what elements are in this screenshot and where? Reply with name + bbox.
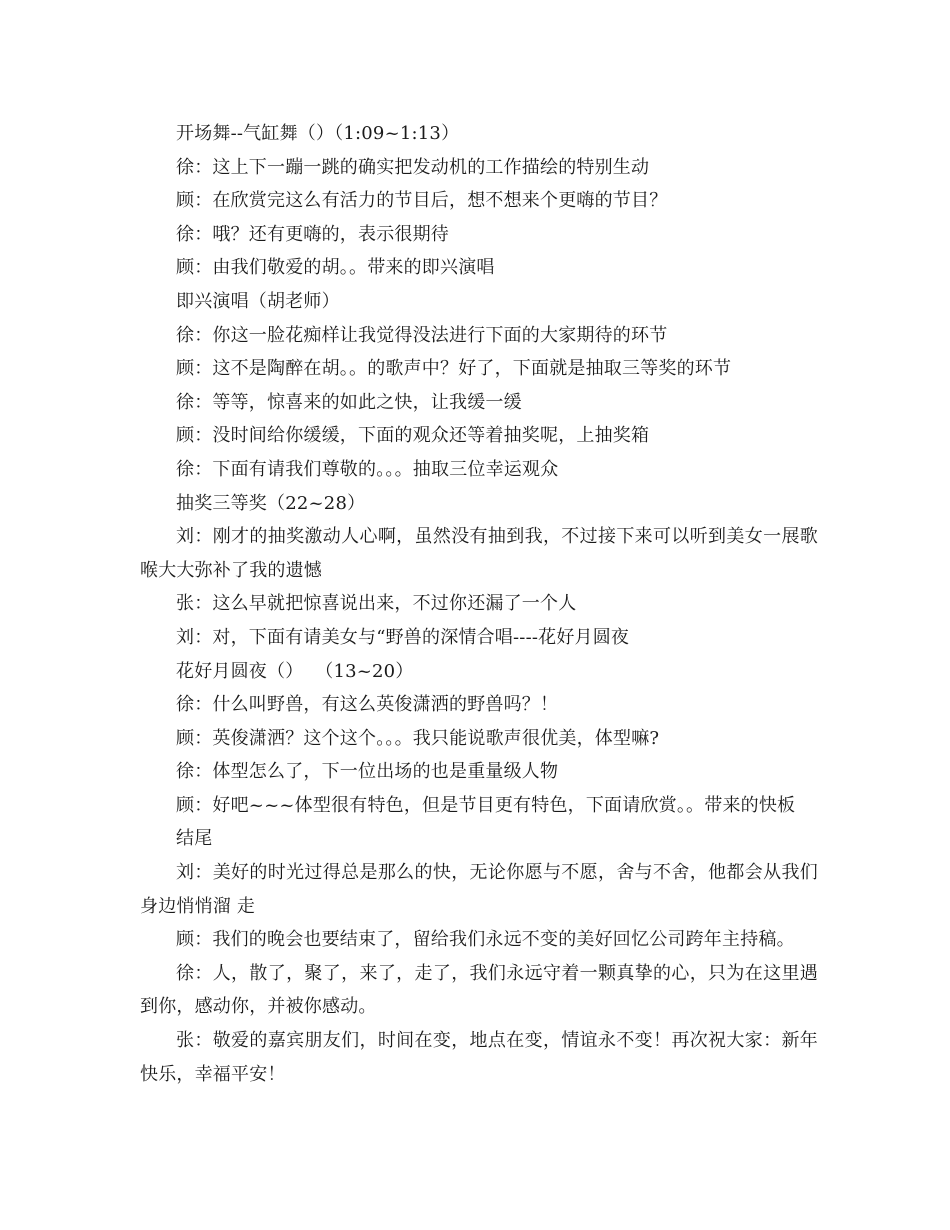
dialogue-line: 顾：我们的晚会也要结束了，留给我们永远不变的美好回忆公司跨年主持稿。 (176, 929, 795, 951)
dialogue-line: 刘：对，下面有请美女与“野兽的深情合唱----花好月圆夜 (176, 626, 630, 648)
dialogue-line: 徐：这上下一蹦一跳的确实把发动机的工作描绘的特别生动 (176, 156, 650, 178)
program-item-line: 抽奖三等奖（22~28） (176, 492, 366, 514)
dialogue-line: 徐：什么叫野兽，有这么英俊潇洒的野兽吗？！ (176, 694, 559, 716)
opening-dance-line: 开场舞--气缸舞（）（1:09~1:13） (176, 123, 460, 144)
dialogue-line: 徐：等等，惊喜来的如此之快，让我缓一缓 (176, 391, 522, 413)
dialogue-line: 顾：没时间给你缓缓，下面的观众还等着抽奖呢，上抽奖箱 (176, 425, 650, 447)
dialogue-line: 徐：哦？还有更嗨的，表示很期待 (176, 223, 449, 245)
dialogue-line: 顾：这不是陶醉在胡。。的歌声中？好了，下面就是抽取三等奖的环节 (176, 358, 732, 380)
dialogue-line: 刘：美好的时光过得总是那么的快，无论你愿与不愿，舍与不舍，他都会从我们身边悄悄溜 走 (140, 862, 818, 917)
dialogue-line: 顾：由我们敬爱的胡。。带来的即兴演唱 (176, 257, 495, 279)
dialogue-line: 张：这么早就把惊喜说出来，不过你还漏了一个人 (176, 593, 577, 615)
dialogue-line: 徐：体型怎么了，下一位出场的也是重量级人物 (176, 761, 559, 783)
section-heading-ending: 结尾 (176, 828, 213, 850)
dialogue-line: 徐：下面有请我们尊敬的。。。抽取三位幸运观众 (176, 458, 559, 480)
dialogue-line: 徐：人，散了，聚了，来了，走了，我们永远守着一颗真挚的心，只为在这里遇到你，感动你，并被你感动。 (140, 962, 818, 1018)
dialogue-line: 张：敬爱的嘉宾朋友们，时间在变，地点在变，情谊永不变！再次祝大家：新年快乐，幸福平安！ (140, 1030, 818, 1085)
program-item-line: 花好月圆夜（） （13~20） (176, 660, 414, 682)
program-item-line: 即兴演唱（胡老师） (176, 290, 340, 312)
dialogue-line: 顾：在欣赏完这么有活力的节目后，想不想来个更嗨的节目？ (176, 190, 668, 212)
dialogue-line: 徐：你这一脸花痴样让我觉得没法进行下面的大家期待的环节 (176, 324, 668, 346)
script-body (140, 117, 818, 1091)
dialogue-line: 刘：刚才的抽奖激动人心啊，虽然没有抽到我，不过接下来可以听到美女一展歌喉大大弥补了我的遗憾 (140, 526, 818, 581)
dialogue-line: 顾：英俊潇洒？这个这个。。。我只能说歌声很优美，体型嘛? (176, 727, 660, 749)
dialogue-line: 顾：好吧~~~体型很有特色，但是节目更有特色，下面请欣赏。。带来的快板 (176, 794, 796, 816)
